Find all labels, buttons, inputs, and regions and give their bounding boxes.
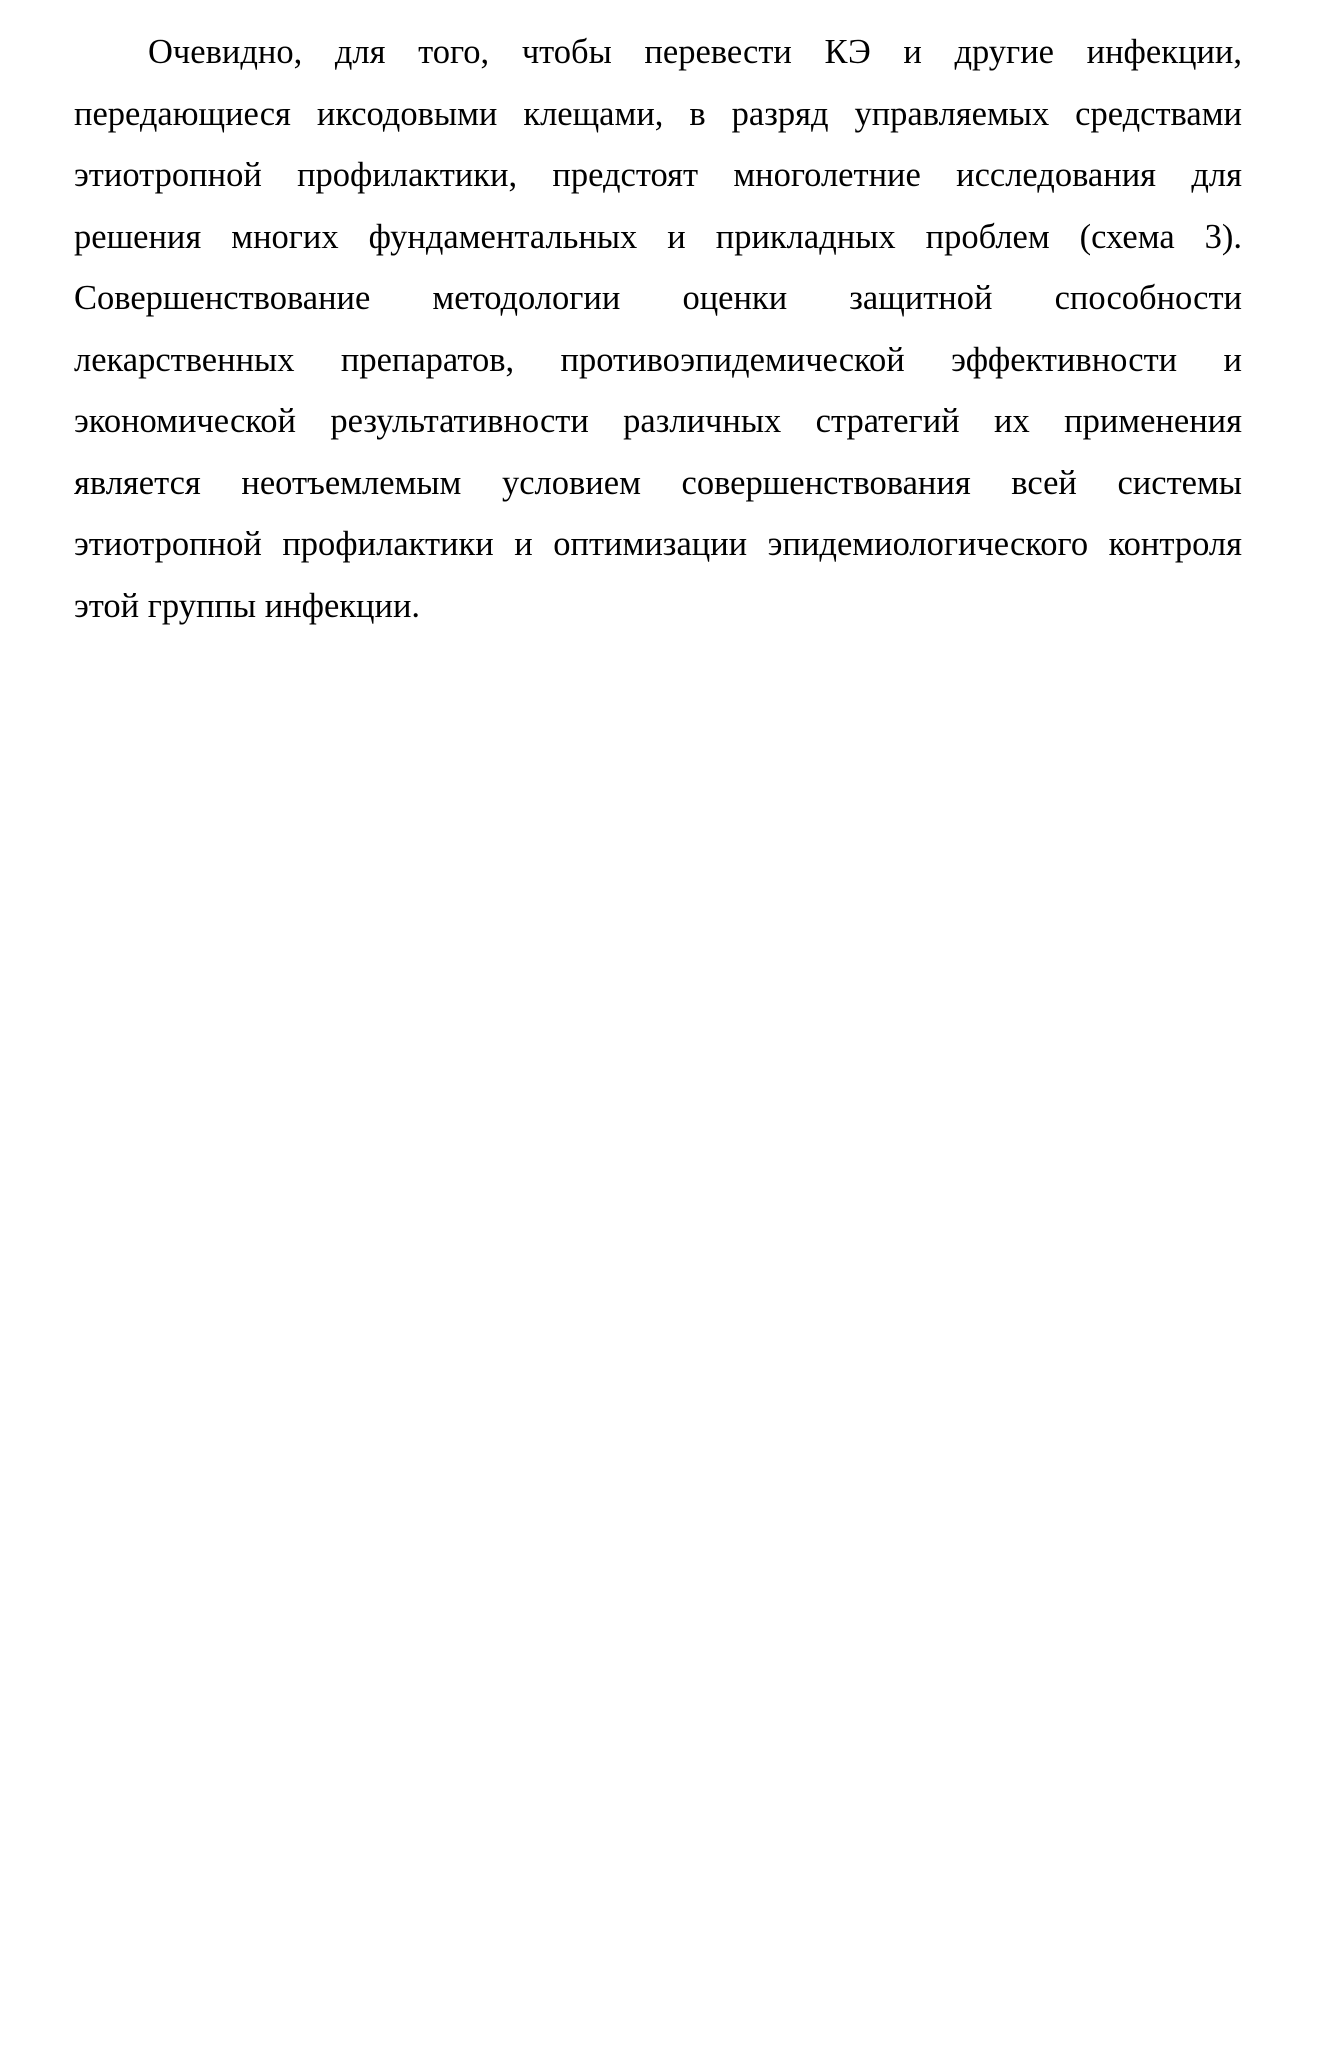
paragraph-line: Совершенствование методологии оценки защитной способности	[74, 279, 1242, 317]
paragraph-line: Очевидно, для того, чтобы перевести КЭ и другие инфекции,	[148, 33, 1242, 71]
paragraph-line: этиотропной профилактики, предстоят многолетние исследования для	[74, 156, 1242, 194]
paragraph-line: является неотъемлемым условием совершенствования всей системы	[74, 463, 1242, 502]
body-paragraph	[74, 22, 1242, 637]
paragraph-line: лекарственных препаратов, противоэпидемической эффективности и	[74, 340, 1242, 379]
paragraph-line: экономической результативности различных стратегий их применения	[74, 402, 1242, 440]
paragraph-line: этиотропной профилактики и оптимизации эпидемиологического контроля	[74, 525, 1242, 563]
paragraph-line: этой группы инфекции.	[74, 586, 421, 625]
paragraph-line: передающиеся иксодовыми клещами, в разряд управляемых средствами	[74, 94, 1242, 133]
paragraph-line: решения многих фундаментальных и прикладных проблем (схема 3).	[74, 217, 1242, 256]
